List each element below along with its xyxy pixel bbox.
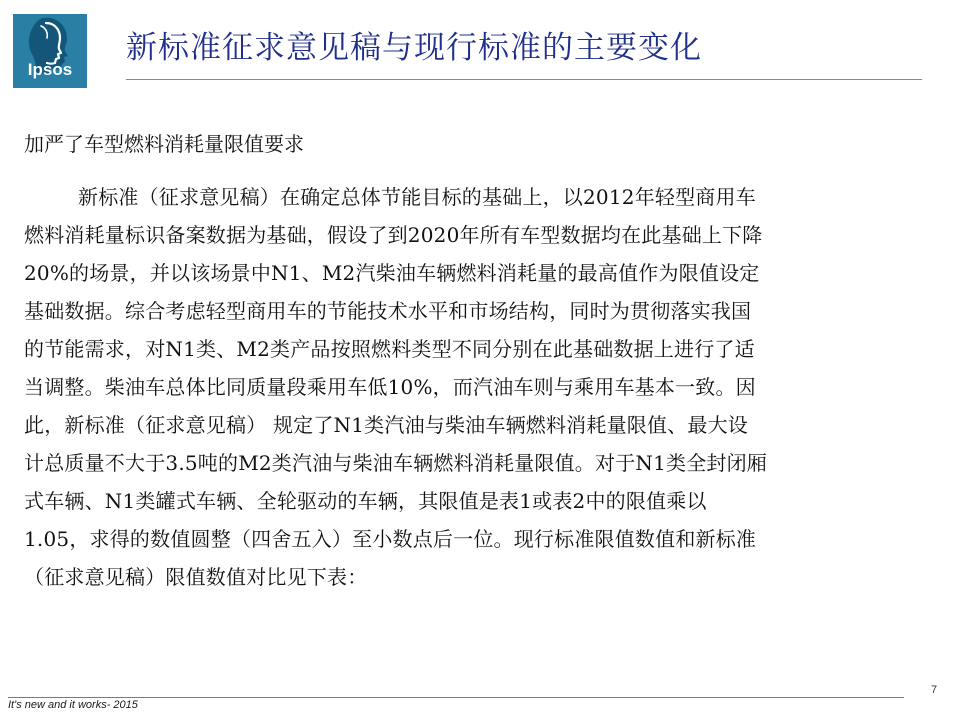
ipsos-logo [13, 14, 87, 88]
body-paragraph [24, 178, 940, 596]
footer-divider [8, 697, 904, 698]
paragraph-line: 20%的场景，并以该场景中N1、M2汽柴油车辆燃料消耗量的最高值作为限值设定 [24, 261, 760, 285]
page-title: 新标准征求意见稿与现行标准的主要变化 [126, 30, 702, 66]
section-heading: 加严了车型燃料消耗量限值要求 [24, 132, 304, 156]
footer-tagline: It's new and it works- 2015 [8, 699, 138, 711]
page-number: 7 [931, 684, 938, 696]
paragraph-line: 式车辆、N1类罐式车辆、全轮驱动的车辆，其限值是表1或表2中的限值乘以 [24, 489, 707, 513]
paragraph-line: 计总质量不大于3.5吨的M2类汽油与柴油车辆燃料消耗量限值。对于N1类全封闭厢 [24, 451, 768, 475]
paragraph-line: 燃料消耗量标识备案数据为基础，假设了到2020年所有车型数据均在此基础上下降 [24, 223, 763, 247]
paragraph-line: 1.05，求得的数值圆整（四舍五入）至小数点后一位。现行标准限值数值和新标准 [24, 527, 757, 551]
logo-wordmark: Ipsos [27, 60, 73, 79]
paragraph-line: 当调整。柴油车总体比同质量段乘用车低10%，而汽油车则与乘用车基本一致。因 [24, 375, 756, 399]
paragraph-line: 的节能需求，对N1类、M2类产品按照燃料类型不同分别在此基础数据上进行了适 [24, 337, 755, 361]
paragraph-line: 基础数据。综合考虑轻型商用车的节能技术水平和市场结构，同时为贯彻落实我国 [24, 299, 752, 323]
paragraph-line: 此，新标准（征求意见稿） 规定了N1类汽油与柴油车辆燃料消耗量限值、最大设 [24, 413, 748, 437]
paragraph-line: 新标准（征求意见稿）在确定总体节能目标的基础上，以2012年轻型商用车 [78, 185, 756, 209]
paragraph-line: （征求意见稿）限值数值对比见下表： [24, 565, 368, 589]
title-divider [126, 79, 922, 80]
